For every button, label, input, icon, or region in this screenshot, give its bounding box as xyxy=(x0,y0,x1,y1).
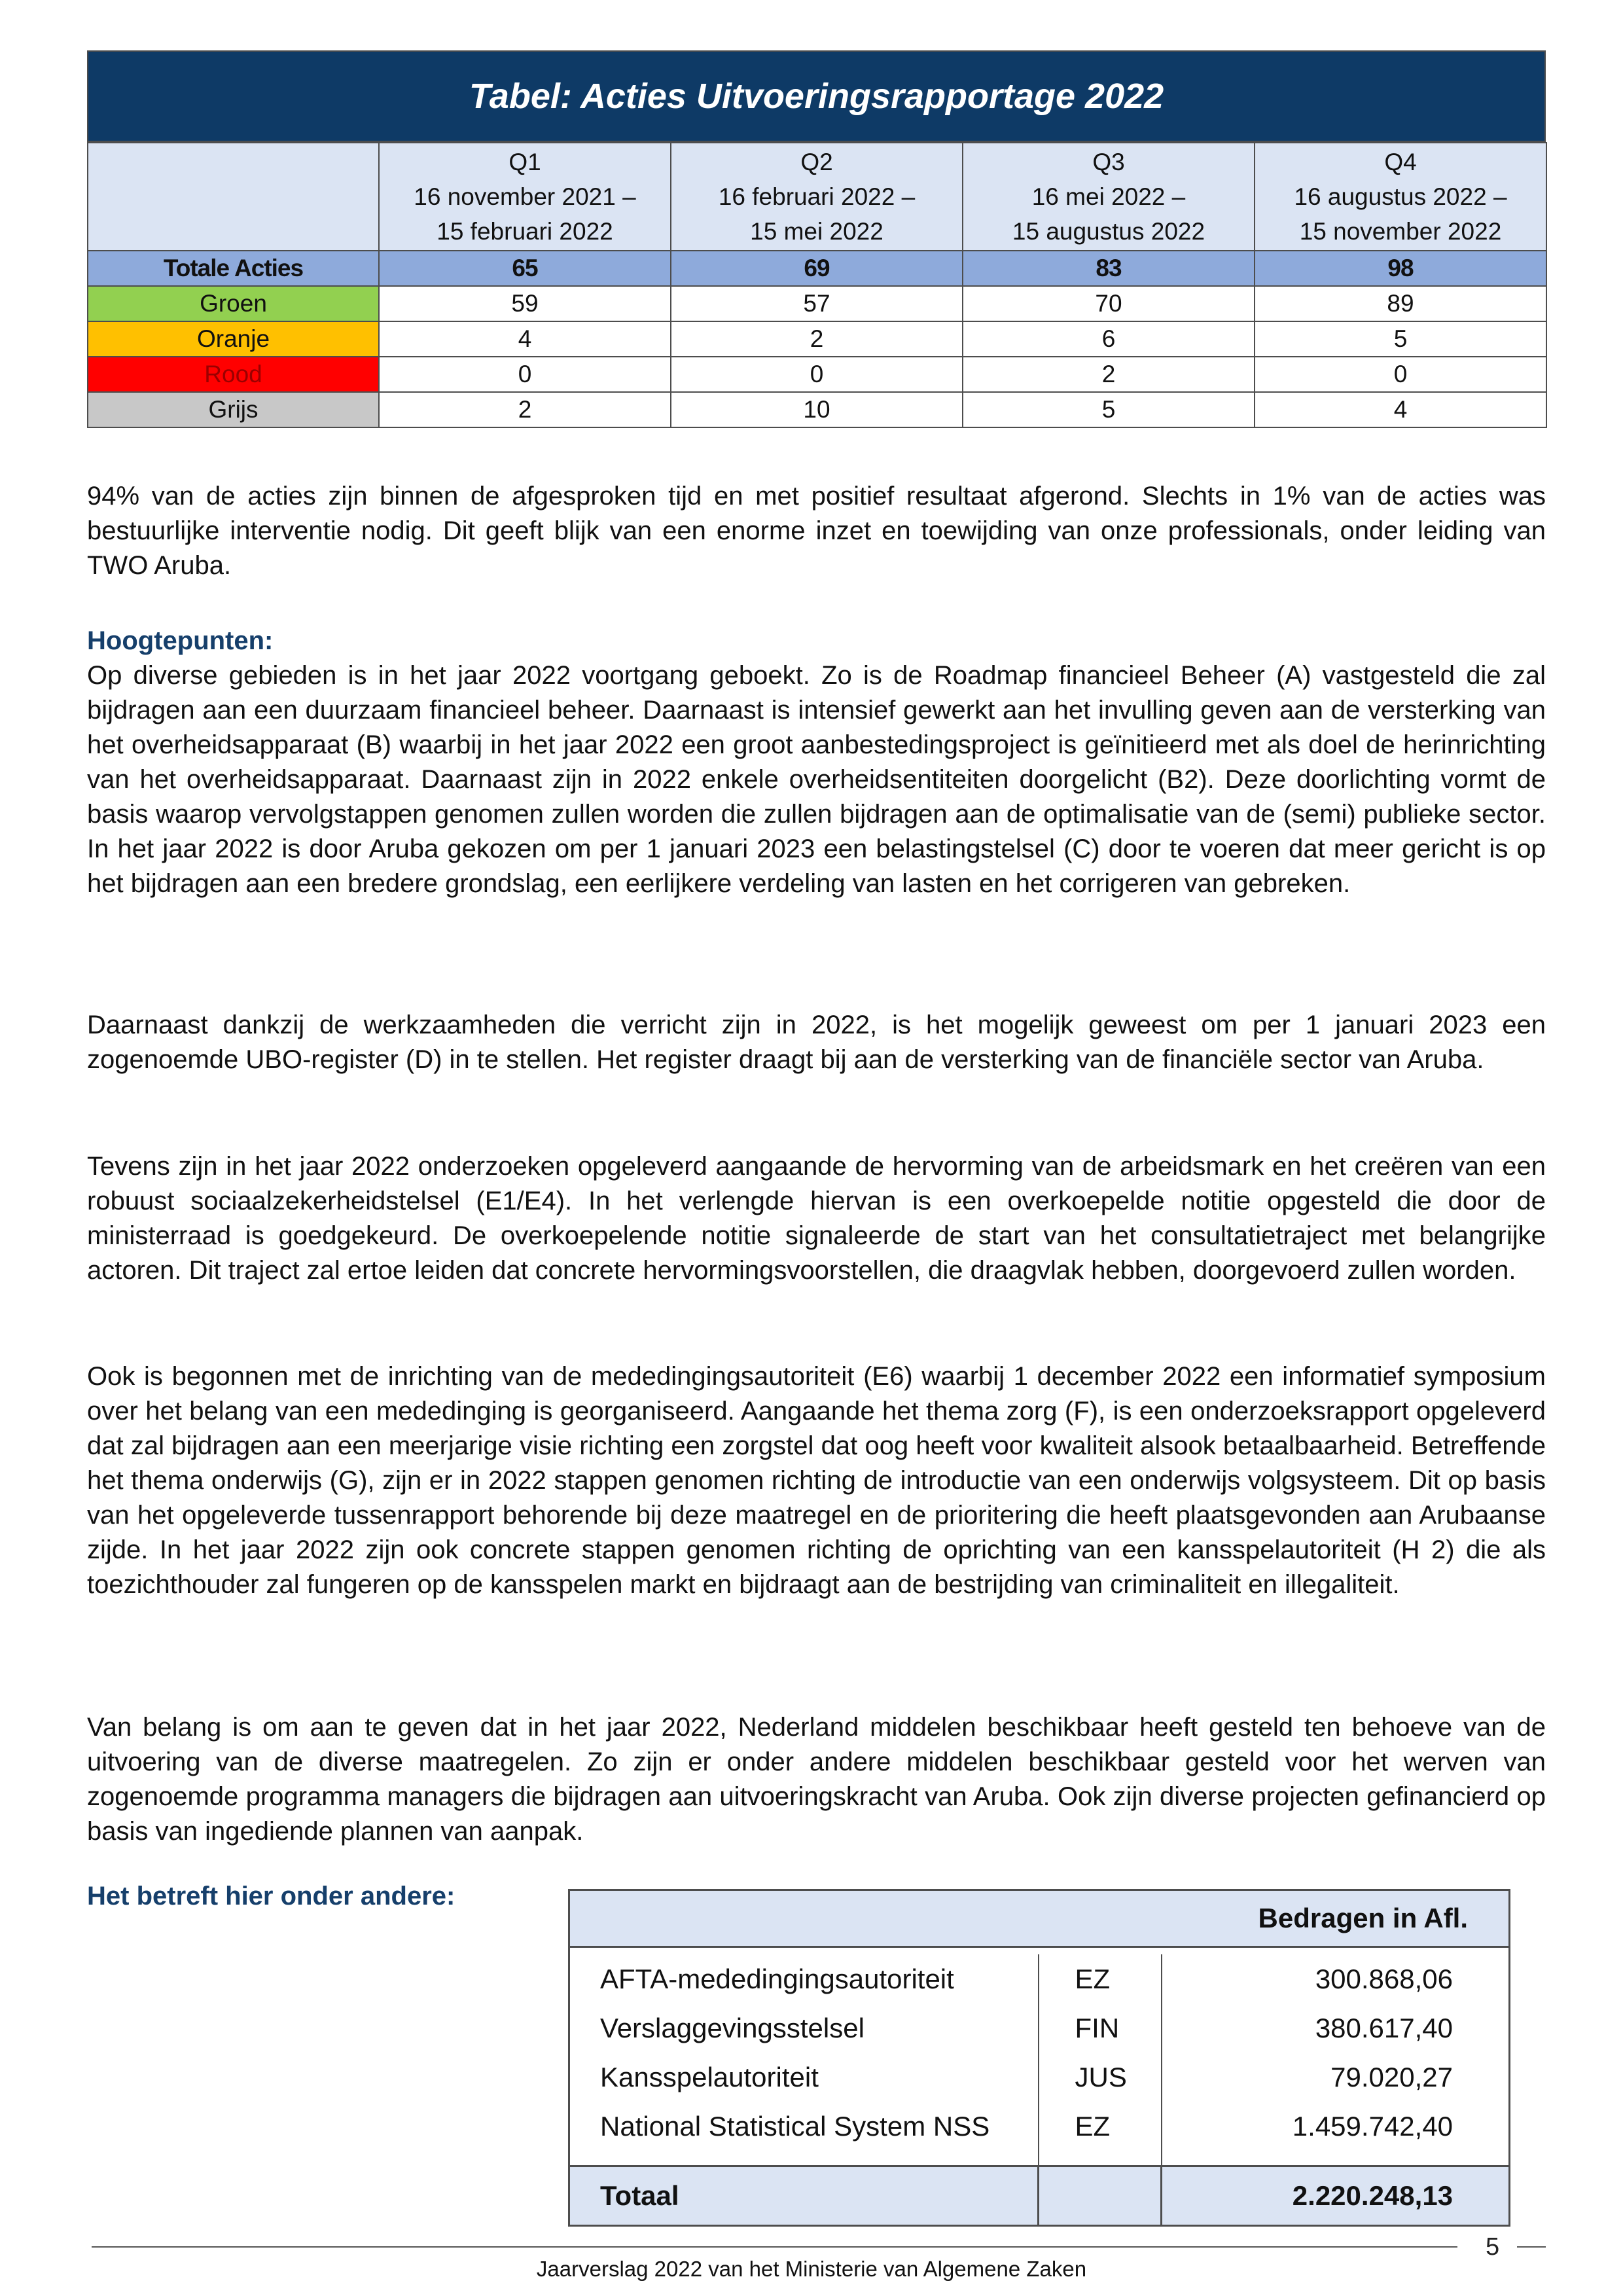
page-number-dash xyxy=(1517,2246,1546,2248)
cell-value: 89 xyxy=(1255,286,1546,321)
row-label: Grijs xyxy=(88,392,379,427)
cell-value: 2 xyxy=(671,321,963,357)
cell-value: 70 xyxy=(963,286,1255,321)
bedragen-table xyxy=(568,1889,1510,2227)
row-label: Rood xyxy=(88,357,379,392)
bedragen-header-row xyxy=(569,1890,1510,1947)
table-row xyxy=(569,2003,1510,2053)
row-name: AFTA-mededingingsautoriteit xyxy=(569,1954,1039,2003)
row-dept: FIN xyxy=(1039,2003,1162,2053)
total-amount: 2.220.248,13 xyxy=(1162,2166,1510,2226)
page-number: 5 xyxy=(1486,2233,1500,2261)
quarter-header-q4: Q4 16 augustus 2022 – 15 november 2022 xyxy=(1255,143,1546,251)
table-row-groen xyxy=(88,286,1546,321)
table-row-rood xyxy=(88,357,1546,392)
cell-value: 0 xyxy=(379,357,671,392)
footer-text: Jaarverslag 2022 van het Ministerie van Algemene Zaken xyxy=(536,2257,1087,2281)
table-row-oranje xyxy=(88,321,1546,357)
cell-value: 98 xyxy=(1255,251,1546,286)
row-name: Kansspelautoriteit xyxy=(569,2053,1039,2102)
acties-table xyxy=(87,50,1546,428)
total-row xyxy=(569,2166,1510,2226)
cell-value: 59 xyxy=(379,286,671,321)
hoogtepunten-section xyxy=(87,624,1546,901)
cell-value: 69 xyxy=(671,251,963,286)
row-dept: EZ xyxy=(1039,2102,1162,2151)
cell-value: 4 xyxy=(379,321,671,357)
paragraph-mededinging: Ook is begonnen met de inrichting van de mededingingsautoriteit (E6) waarbij 1 december 2022 een informatief symposium over het belang van een mededinging is georganiseerd. Aangaande het thema zorg (F), is een onderzoeksrapport opgeleverd dat zal bijdragen aan een meerjarige visie richting een zorgstel dat oog heeft voor kwaliteit alsook betaalbaarheid. Betreffende het thema onderwijs (G), zijn er in 2022 stappen genomen richting de introductie van een onderwijs volgsysteem. Dit op basis van het opgeleverde tussenrapport behorende bij deze maatregel en de prioritering die heeft plaatsgevonden aan Arubaanse zijde. In het jaar 2022 zijn ook concrete stappen genomen richting de oprichting van een kansspelautoriteit (H 2) die als toezichthouder zal fungeren op de kansspelen markt en bijdraagt aan de bestrijding van criminaliteit en illegaliteit. xyxy=(87,1362,1546,1599)
row-amount: 1.459.742,40 xyxy=(1162,2102,1510,2151)
row-label: Totale Acties xyxy=(88,251,379,286)
row-dept: EZ xyxy=(1039,1954,1162,2003)
row-label: Groen xyxy=(88,286,379,321)
cell-value: 65 xyxy=(379,251,671,286)
quarter-header-q2: Q2 16 februari 2022 – 15 mei 2022 xyxy=(671,143,963,251)
quarter-header-row xyxy=(88,143,1546,251)
table-row-grijs xyxy=(88,392,1546,427)
cell-value: 5 xyxy=(963,392,1255,427)
paragraph-ubo-register: Daarnaast dankzij de werkzaamheden die verricht zijn in 2022, is het mogelijk geweest om per 1 januari 2023 een zogenoemde UBO-register (D) in te stellen. Het register draagt bij aan de versterking van de financiële sector van Aruba. xyxy=(87,1011,1546,1074)
table-row xyxy=(569,1954,1510,2003)
cell-value: 0 xyxy=(1255,357,1546,392)
row-amount: 380.617,40 xyxy=(1162,2003,1510,2053)
table-row xyxy=(569,2102,1510,2151)
table-row-totale-acties xyxy=(88,251,1546,286)
cell-value: 5 xyxy=(1255,321,1546,357)
acties-grid xyxy=(87,142,1547,428)
betreft-label: Het betreft hier onder andere: xyxy=(87,1882,455,1910)
intro-paragraph: 94% van de acties zijn binnen de afgesproken tijd en met positief resultaat afgerond. Slechts in 1% van de acties was bestuurlijke interventie nodig. Dit geeft blijk van een enorme inzet en toewijding van onze professionals, onder leiding van TWO Aruba. xyxy=(87,482,1546,580)
row-name: National Statistical System NSS xyxy=(569,2102,1039,2151)
row-amount: 300.868,06 xyxy=(1162,1954,1510,2003)
paragraph-arbeidsmarkt: Tevens zijn in het jaar 2022 onderzoeken opgeleverd aangaande de hervorming van de arbeidsmark en het creëren van een robuust sociaalzekerheidstelsel (E1/E4). In het verlengde hiervan is een overkoepelde notitie opgesteld die door de ministerraad is goedgekeurd. De overkoepelende notitie signaleerde de start van het consultatietraject met belangrijke actoren. Dit traject zal ertoe leiden dat concrete hervormingsvoorstellen, die draagvlak hebben, doorgevoerd zullen worden. xyxy=(87,1152,1546,1285)
total-dept-empty xyxy=(1039,2166,1162,2226)
row-amount: 79.020,27 xyxy=(1162,2053,1510,2102)
cell-value: 6 xyxy=(963,321,1255,357)
row-name: Verslaggevingsstelsel xyxy=(569,2003,1039,2053)
paragraph-middelen: Van belang is om aan te geven dat in het jaar 2022, Nederland middelen beschikbaar heeft gesteld ten behoeve van de uitvoering van de diverse maatregelen. Zo zijn er onder andere middelen beschikbaar gesteld voor het werven van zogenoemde programma managers die bijdragen aan uitvoeringskracht van Aruba. Ook zijn diverse projecten gefinancierd op basis van ingediende plannen van aanpak. xyxy=(87,1713,1546,1846)
cell-value: 57 xyxy=(671,286,963,321)
cell-value: 4 xyxy=(1255,392,1546,427)
quarter-header-q1: Q1 16 november 2021 – 15 februari 2022 xyxy=(379,143,671,251)
section-heading: Hoogtepunten: xyxy=(87,626,274,655)
paragraph-roadmap: Op diverse gebieden is in het jaar 2022 voortgang geboekt. Zo is de Roadmap financieel Beheer (A) vastgesteld die zal bijdragen aan een duurzaam financieel beheer. Daarnaast is intensief gewerkt aan het invulling geven aan de versterking van het overheidsapparaat (B) waarbij in het jaar 2022 een groot aanbestedingsproject is geïnitieerd met als doel de herinrichting van het overheidsapparaat. Daarnaast zijn in 2022 enkele overheidsentiteiten doorgelicht (B2). Deze doorlichting vormt de basis waarop vervolgstappen genomen zullen worden die zullen bijdragen aan de optimalisatie van de (semi) publieke sector. In het jaar 2022 is door Aruba gekozen om per 1 januari 2023 een belastingstelsel (C) door te voeren dat meer gericht is op het bijdragen aan een bredere grondslag, een eerlijkere verdeling van lasten en het corrigeren van gebreken. xyxy=(87,661,1546,898)
header-corner xyxy=(88,143,379,251)
table-title: Tabel: Acties Uitvoeringsrapportage 2022 xyxy=(87,50,1546,142)
cell-value: 10 xyxy=(671,392,963,427)
table-row xyxy=(569,2053,1510,2102)
footer-divider xyxy=(92,2246,1457,2248)
bedragen-header: Bedragen in Afl. xyxy=(569,1890,1510,1947)
quarter-header-q3: Q3 16 mei 2022 – 15 augustus 2022 xyxy=(963,143,1255,251)
total-label: Totaal xyxy=(569,2166,1039,2226)
row-label: Oranje xyxy=(88,321,379,357)
cell-value: 0 xyxy=(671,357,963,392)
row-dept: JUS xyxy=(1039,2053,1162,2102)
cell-value: 2 xyxy=(379,392,671,427)
cell-value: 2 xyxy=(963,357,1255,392)
cell-value: 83 xyxy=(963,251,1255,286)
